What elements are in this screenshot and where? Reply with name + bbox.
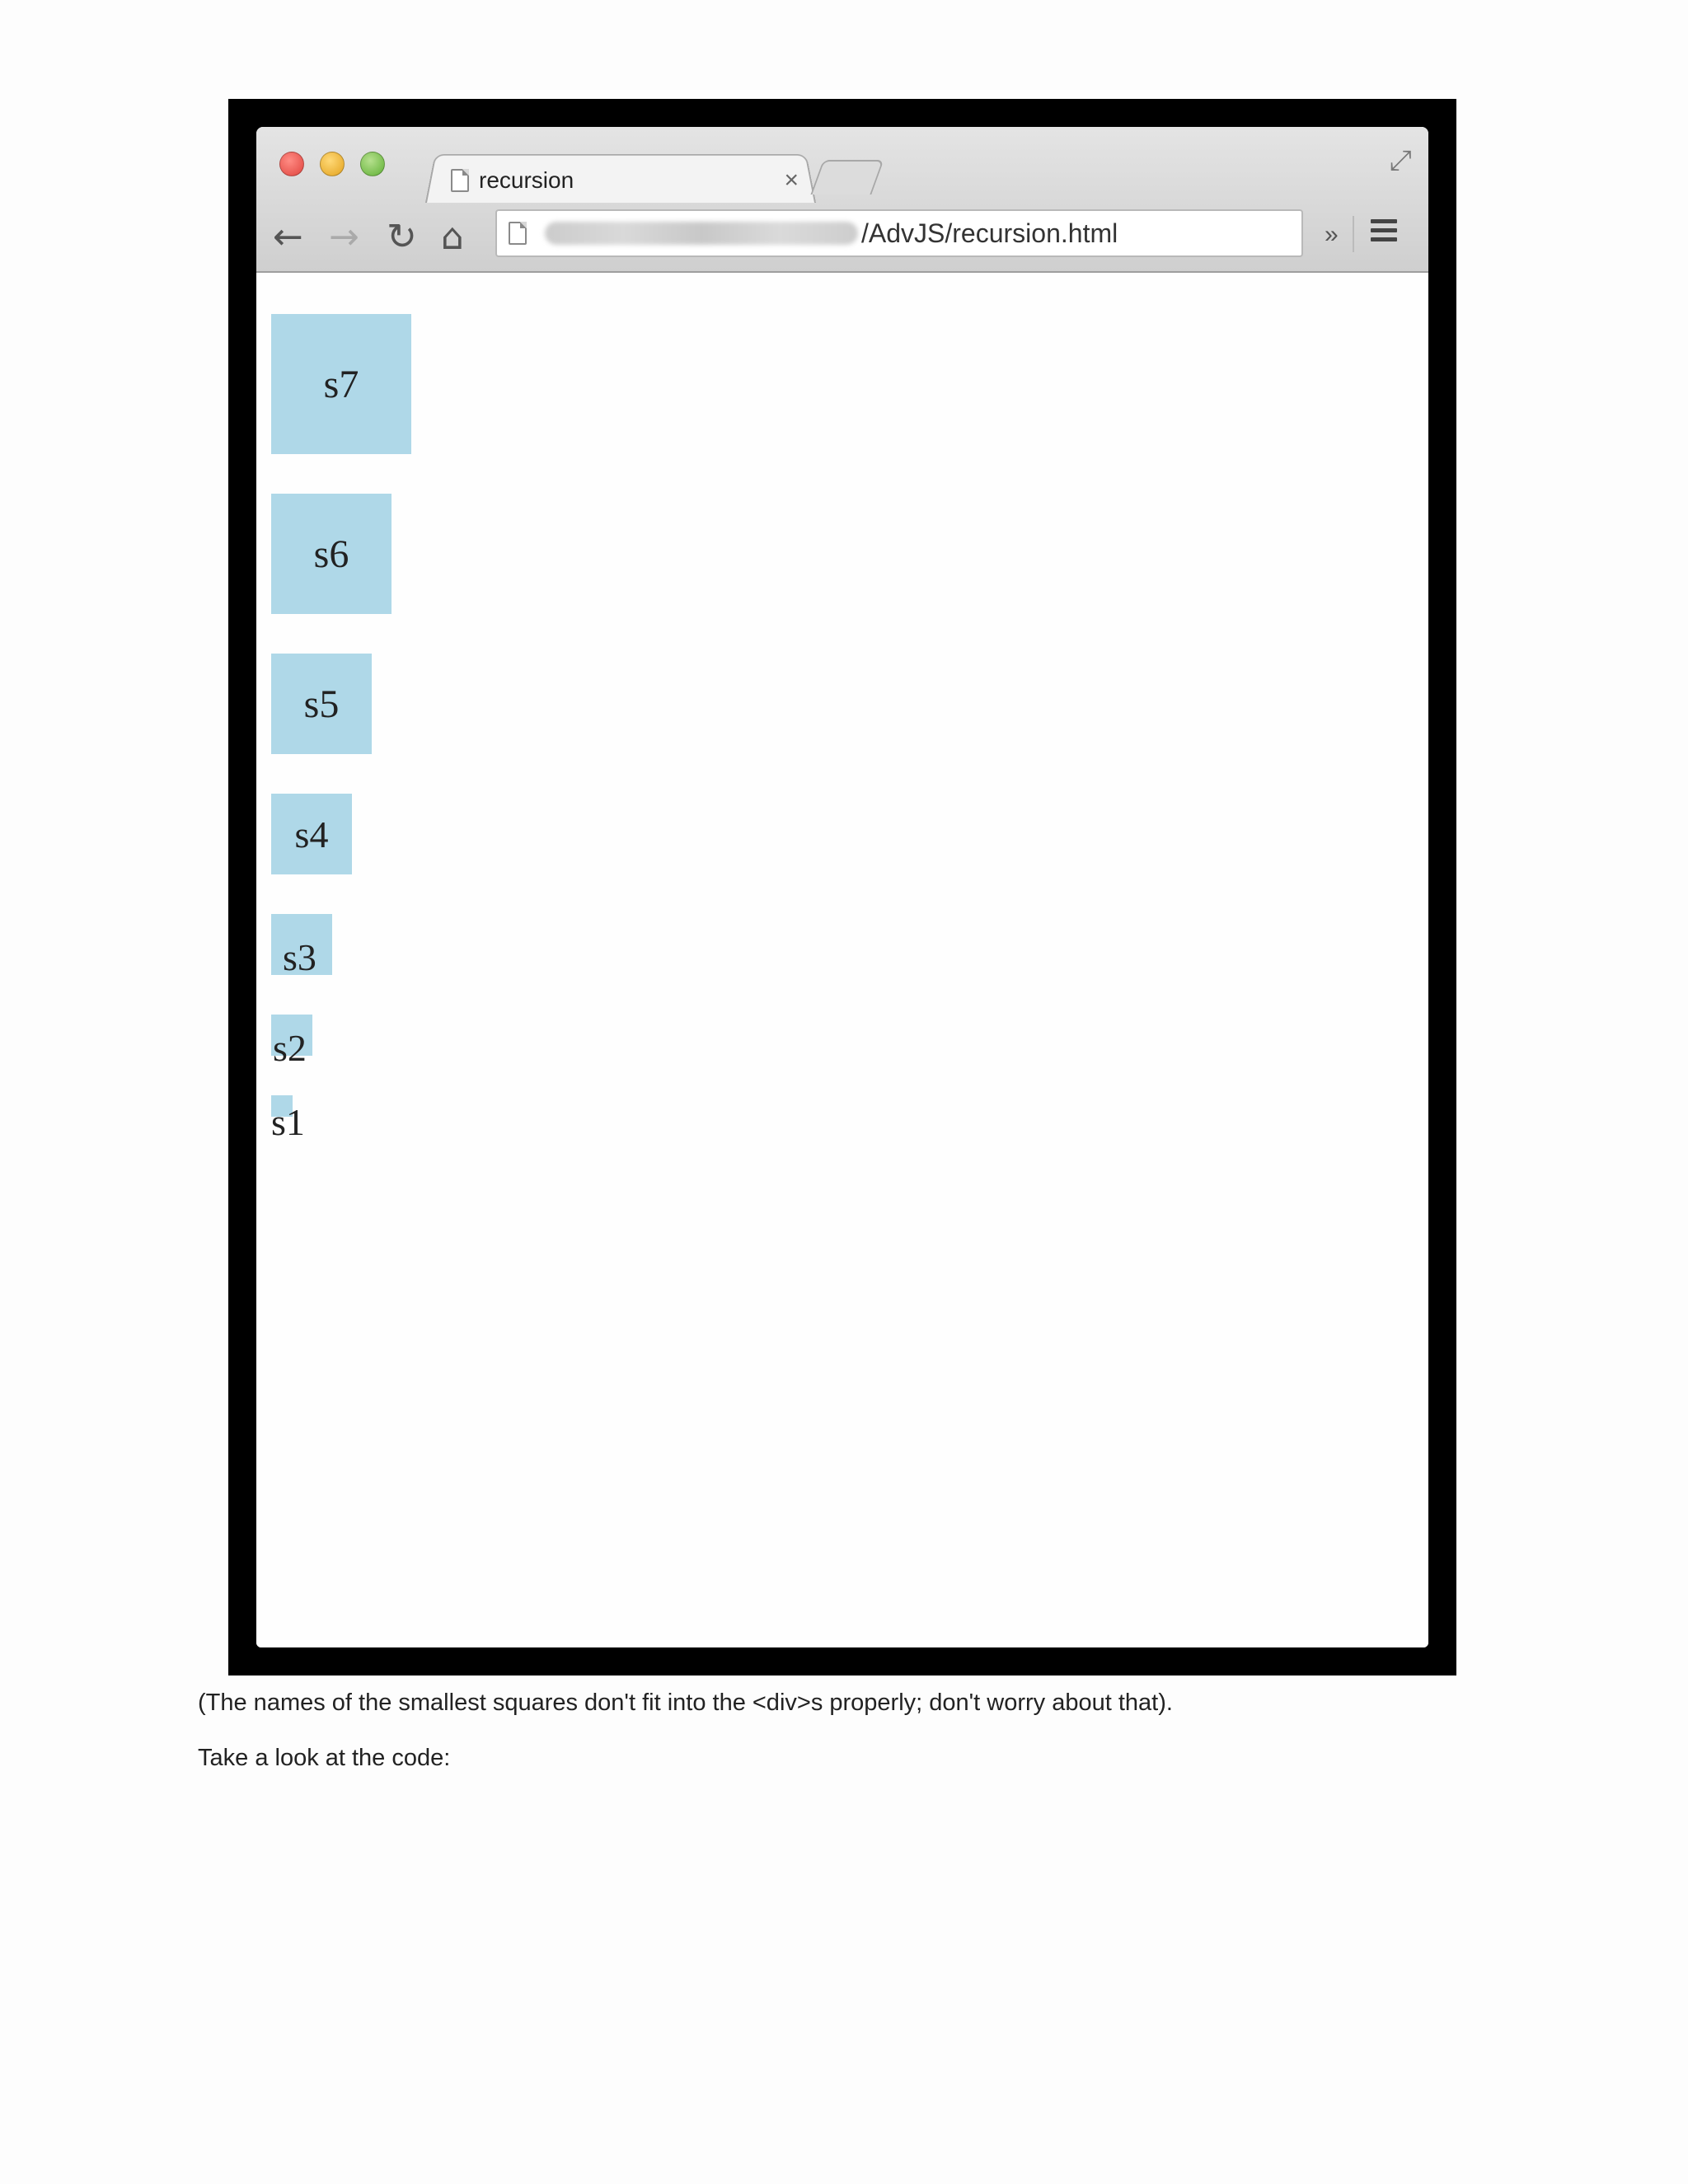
screenshot-frame — [228, 99, 1456, 1675]
page-viewport — [256, 273, 1428, 1647]
square-s5 — [271, 654, 372, 754]
tab-close-icon[interactable]: × — [784, 166, 799, 194]
square-s3 — [271, 914, 332, 978]
address-bar[interactable] — [495, 209, 1303, 257]
extensions-chevron-icon[interactable]: » — [1325, 221, 1339, 248]
caption-text-2: Take a look at the code: — [198, 1745, 451, 1771]
square-label: s2 — [273, 1027, 307, 1069]
home-icon[interactable]: ⌂ — [441, 216, 464, 258]
new-tab-button[interactable] — [810, 160, 884, 194]
close-window-button[interactable] — [279, 152, 304, 176]
caption-text: (The names of the smallest squares don't fit into the <div>s properly; don't worry about that). — [198, 1690, 1173, 1716]
forward-arrow-icon[interactable]: → — [329, 216, 359, 258]
page-icon — [451, 169, 469, 192]
square-s6 — [271, 494, 392, 614]
square-label: s1 — [271, 1101, 305, 1143]
menu-icon[interactable] — [1371, 219, 1397, 246]
minimize-window-button[interactable] — [320, 152, 345, 176]
page-icon — [509, 222, 527, 245]
square-label: s3 — [283, 936, 316, 978]
blurred-host — [545, 222, 858, 245]
square-s1 — [271, 1095, 305, 1143]
browser-toolbar — [256, 127, 1428, 273]
reload-icon[interactable]: ↻ — [387, 216, 417, 258]
url-path: /AdvJS/recursion.html — [861, 218, 1118, 248]
square-s2 — [271, 1015, 312, 1069]
square-s4 — [271, 794, 352, 874]
browser-tab[interactable] — [439, 162, 802, 199]
tab-title: recursion — [479, 167, 574, 193]
fullscreen-icon[interactable]: ⤢ — [1389, 145, 1412, 176]
square-label: s7 — [323, 362, 359, 406]
zoom-window-button[interactable] — [360, 152, 385, 176]
square-label: s4 — [294, 813, 329, 855]
browser-window — [256, 127, 1428, 1647]
toolbar-divider — [1353, 216, 1354, 252]
back-arrow-icon[interactable]: ← — [273, 216, 303, 258]
square-label: s5 — [303, 682, 340, 726]
square-label: s6 — [313, 532, 349, 576]
square-s7 — [271, 314, 411, 454]
